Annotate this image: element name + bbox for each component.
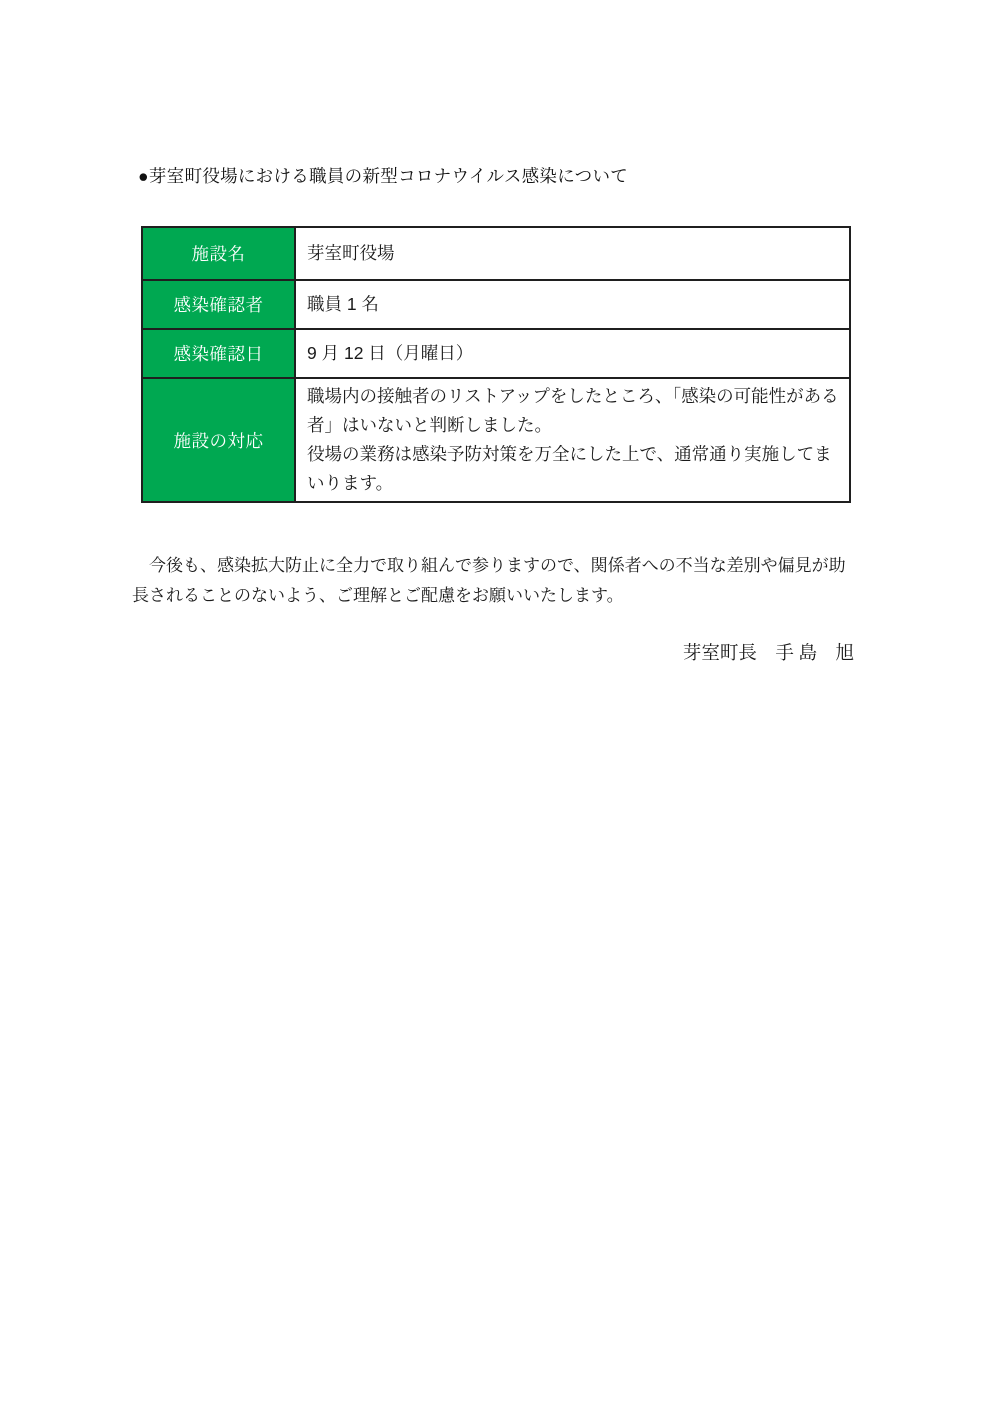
value-confirmed-persons: 職員 1 名 xyxy=(295,280,850,329)
signature-line: 芽室町長 手 島 旭 xyxy=(682,644,854,664)
table-row-confirmed-persons xyxy=(142,280,850,329)
label-confirmed-date: 感染確認日 xyxy=(142,329,295,378)
table-row-facility-response xyxy=(142,378,850,502)
label-confirmed-persons: 感染確認者 xyxy=(142,280,295,329)
value-confirmed-date: 9 月 12 日（月曜日） xyxy=(295,329,850,378)
label-facility-response: 施設の対応 xyxy=(142,378,295,502)
facility-response-line-1: 職場内の接触者のリストアップをしたところ、「感染の可能性がある者」はいないと判断しました。 xyxy=(307,386,839,435)
facility-response-line-2: 役場の業務は感染予防対策を万全にした上で、通常通り実施してまいります。 xyxy=(307,444,832,493)
table-row-confirmed-date xyxy=(142,329,850,378)
page-title: ●芽室町役場における職員の新型コロナウイルス感染について xyxy=(138,166,629,186)
facility-info-table xyxy=(141,226,851,503)
value-facility-response xyxy=(295,378,850,502)
facility-info-table-body xyxy=(142,227,850,502)
table-row-facility-name xyxy=(142,227,850,280)
value-facility-name: 芽室町役場 xyxy=(295,227,850,280)
closing-paragraph: 今後も、感染拡大防止に全力で取り組んで参りますので、関係者への不当な差別や偏見が助長されることのないよう、ご理解とご配慮をお願いいたします。 xyxy=(132,556,846,605)
label-facility-name: 施設名 xyxy=(142,227,295,280)
